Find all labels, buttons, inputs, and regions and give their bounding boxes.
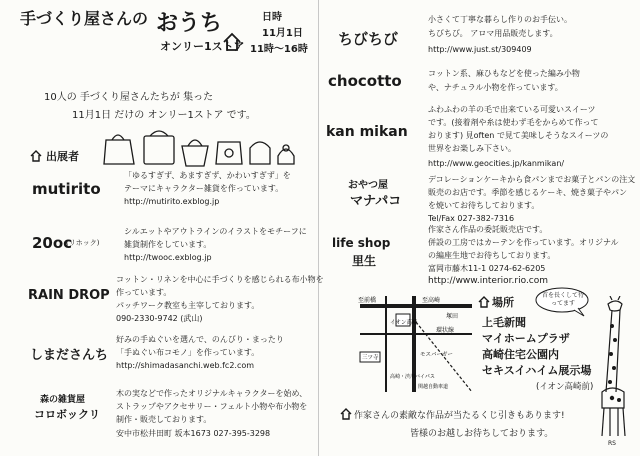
date: 11月1日 xyxy=(262,28,303,39)
vendor-name-manapako: マナパコ xyxy=(350,194,402,209)
vendor-phone: Tel/Fax 027-382-7316 xyxy=(428,214,515,223)
vendor-address: 安中市松井田町 坂本1673 027-395-3298 xyxy=(116,429,271,438)
date-label: 日時 xyxy=(262,12,282,23)
vendor-desc-line: 木の実などで作ったオリジナルキャラクターを始め、 xyxy=(116,389,308,398)
vendor-desc-line: 世界をお楽しみ下さい。 xyxy=(428,144,516,153)
vendor-phone: 090-2330-9742 (武山) xyxy=(116,314,203,323)
venue-name-line1: 上毛新聞 xyxy=(482,316,526,329)
title-part2: おうち xyxy=(156,11,223,36)
vendor-desc-line: 「ゆるすぎず、あますぎず、かわいすぎず」を xyxy=(124,171,291,180)
vendor-desc-line: 作っています。 xyxy=(116,288,172,297)
intro-line1: 10人の 手づくり屋さんたちが 集った xyxy=(44,92,214,103)
vendor-desc-line: おります) 見often で見て美味しそうなスイーツの xyxy=(428,131,609,140)
closing-line1: 作家さんの素敵な作品が当たるくじ引きもあります! xyxy=(354,411,565,421)
vendor-desc-line: 小さくて丁寧な暮らし作りのお手伝い。 xyxy=(428,15,572,24)
vendor-desc-line: を焼いてお待ちしております。 xyxy=(428,201,540,210)
map-label: 三ツ寺 xyxy=(362,355,379,361)
map-label: 高崎・渋川バイパス xyxy=(390,374,435,380)
vendor-name-mutirito: mutirito xyxy=(32,180,101,198)
vendor-desc-line: コットン・リネンを中心に手づくりを感じられる布小物を xyxy=(116,275,324,284)
exhibitors-label: 出展者 xyxy=(46,150,79,163)
vendor-desc-line: 好みの手ぬぐいを選んで、のんびり・まったり xyxy=(116,335,284,344)
vendor-desc-line: ふわふわの羊の毛で出来ている可愛いスイーツ xyxy=(428,105,596,114)
vendor-desc-line: です。(接着剤や糸は使わず毛をからめて作って xyxy=(428,118,599,127)
vendor-desc-line: 制作・販売しております。 xyxy=(116,415,212,424)
closing-line2: 皆様のお越しお待ちしております。 xyxy=(410,429,554,439)
venue-name-line3: 高崎住宅公園内 xyxy=(482,348,559,361)
title-part1: 手づくり屋さんの xyxy=(20,9,149,28)
map-label: 塚田 xyxy=(446,313,459,320)
house-icon xyxy=(478,296,490,308)
time: 11時～16時 xyxy=(250,44,308,55)
vendor-desc-line: パッチワーク教室も主宰しております。 xyxy=(116,301,260,310)
map-label: 環状線 xyxy=(436,327,455,334)
vendor-desc-line: ちびちび。 アロマ用品販売します。 xyxy=(428,29,558,38)
intro-line2: 11月1日 だけの オンリー1ストア です。 xyxy=(72,110,256,121)
vendor-desc-line: 雑貨制作をしています。 xyxy=(124,240,212,249)
house-icon xyxy=(340,408,352,420)
vendor-url: http://www.just.st/309409 xyxy=(428,45,532,54)
vendor-desc-line: 併設の工房ではカーテンを作っています。オリジナル xyxy=(428,238,619,247)
vendor-address: 富岡市藤木11-1 0274-62-6205 xyxy=(428,264,546,273)
map-label: モスバーガー xyxy=(420,352,453,358)
venue-label: 場所 xyxy=(492,296,514,309)
vendor-name-top: 森の雑貨屋 xyxy=(40,395,86,405)
vendor-name-shimadasanchi: しまださんち xyxy=(30,348,109,363)
vendor-name-rain-drop: RAIN DROP xyxy=(28,288,110,303)
vendor-desc-line: 作家さん作品の委託販売店です。 xyxy=(428,225,548,234)
map-label: イオン高崎 xyxy=(390,320,418,326)
subtitle: オンリー1ストア xyxy=(160,40,245,53)
vendor-url: http://shimadasanchi.web.fc2.com xyxy=(116,361,255,370)
vendor-name-20oc: 20oc xyxy=(32,234,73,252)
signature: RS xyxy=(608,440,616,447)
vendor-url: http://mutirito.exblog.jp xyxy=(124,197,220,206)
fold-line xyxy=(318,0,319,456)
vendor-name-lifeshop: life shop xyxy=(332,236,391,250)
venue-name-line2: マイホームプラザ xyxy=(482,332,570,345)
map-label: 至前橋 xyxy=(358,297,377,304)
venue-note: (イオン高崎前) xyxy=(536,382,594,392)
vendor-url: http://twooc.exblog.jp xyxy=(124,253,212,262)
vendor-name-chocotto: chocotto xyxy=(328,72,402,90)
vendor-url: http://www.interior.rio.com xyxy=(428,276,549,286)
vendor-desc-line: テーマにキャラクター雑貨を作っています。 xyxy=(124,184,284,193)
vendor-desc-line: 販売のお店です。季節を感じるケーキ、焼き菓子やパン xyxy=(428,188,628,197)
speech-bubble-text: 首を長くして待ってます xyxy=(542,292,585,307)
venue-name-line4: セキスイハイム展示場 xyxy=(482,364,592,377)
vendor-desc-line: コットン系、麻ひもなどを使った編み小物 xyxy=(428,69,580,78)
vendor-desc-line: の編座生地でお待ちしております。 xyxy=(428,251,556,260)
goods-illustration xyxy=(100,126,300,170)
map-label: 関越自動車道 xyxy=(418,384,449,390)
vendor-name-korobokkuri: コロボックリ xyxy=(34,408,100,421)
access-map xyxy=(356,292,476,396)
vendor-desc-line: シルエットやアウトラインのイラストをモチーフに xyxy=(124,227,307,236)
vendor-ruby: (リホック) xyxy=(66,239,100,247)
map-label: 至高崎 xyxy=(422,297,441,304)
vendor-name-chibichibi: ちびちび xyxy=(338,30,399,48)
vendor-desc-line: 「手ぬぐい布コモノ」を作っています。 xyxy=(116,348,260,357)
giraffe-illustration xyxy=(588,296,636,444)
vendor-url: http://www.geocities.jp/kanmikan/ xyxy=(428,159,565,168)
vendor-name-top: おやつ屋 xyxy=(348,180,388,191)
vendor-name-lifeshop-2: 里生 xyxy=(352,254,377,268)
vendor-desc-line: デコレーションケーキから食パンまでお菓子とパンの注文 xyxy=(428,175,636,184)
vendor-desc-line: や、ナチュラル小物を作っています。 xyxy=(428,83,563,92)
vendor-desc-line: ストラップやアクセサリー・フェルト小物や布小物を xyxy=(116,402,308,411)
house-icon xyxy=(30,150,42,162)
vendor-name-kanmikan: kan mikan xyxy=(326,124,408,140)
